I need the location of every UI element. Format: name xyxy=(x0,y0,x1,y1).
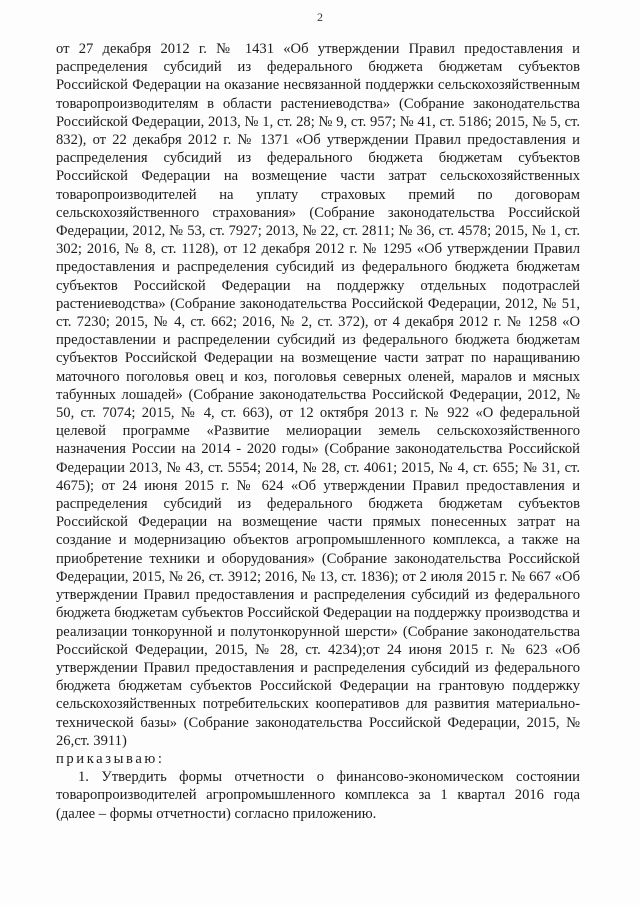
preamble-paragraph: от 27 декабря 2012 г. № 1431 «Об утверждении Правил предоставления и распределения субсидий из федерального бюджета бюджетам субъектов Российской Федерации на оказание несвязанной поддержки сельскохозяйственным товаропроизводителям в области растениеводства» (Собрание законодательства Российской Федерации, 2013, № 1, ст. 28; № 9, ст. 957; № 41, ст. 5186; 2015, № 5, ст. 832), от 22 декабря 2012 г. № 1371 «Об утверждении Правил предоставления и распределения субсидий из федерального бюджета бюджетам субъектов Российской Федерации на возмещение части затрат сельскохозяйственных товаропроизводителей на уплату страховых премий по договорам сельскохозяйственного страхования» (Собрание законодательства Российской Федерации, 2012, № 53, ст. 7927; 2013, № 22, ст. 2811; № 36, ст. 4578; 2015, № 1, ст. 302; 2016, № 8, ст. 1128), от 12 декабря 2012 г. № 1295 «Об утверждении Правил предоставления и распределения субсидий из федерального бюджета бюджетам субъектов Российской Федерации на поддержку отдельных подотраслей растениеводства» (Собрание законодательства Российской Федерации, 2012, № 51, ст. 7230; 2015, № 4, ст. 662; 2016, № 2, ст. 372), от 4 декабря 2012 г. № 1258 «О предоставлении и распределении субсидий из федерального бюджета бюджетам субъектов Российской Федерации на возмещение части затрат по наращиванию маточного поголовья овец и коз, поголовья северных оленей, маралов и мясных табунных лошадей» (Собрание законодательства Российской Федерации, 2012, № 50, ст. 7074; 2015, № 4, ст. 663), от 12 октября 2013 г. № 922 «О федеральной целевой программе «Развитие мелиорации земель сельскохозяйственного назначения России на 2014 - 2020 годы» (Собрание законодательства Российской Федерации 2013, № 43, ст. 5554; 2014, № 28, ст. 4061; 2015, № 4, ст. 655; № 31, ст. 4675); от 24 июня 2015 г. № 624 «Об утверждении Правил предоставления и распределения субсидий из федерального бюджета бюджетам субъектов Российской Федерации на возмещение части прямых понесенных затрат на создание и модернизацию объектов агропромышленного комплекса, а также на приобретение техники и оборудования» (Собрание законодательства Российской Федерации, 2015, № 26, ст. 3912; 2016, № 13, ст. 1836); от 2 июля 2015 г. № 667 «Об утверждении Правил предоставления и распределения субсидий из федерального бюджета бюджетам субъектов Российской Федерации на поддержку производства и реализации тонкорунной и полутонкорунной шерсти» (Собрание законодательства Российской Федерации, 2015, № 28, ст. 4234);от 24 июня 2015 г. № 623 «Об утверждении Правил предоставления и распределения субсидий из федерального бюджета бюджетам субъектов Российской Федерации на грантовую поддержку сельскохозяйственных потребительских кооперативов для развития материально-технической базы» (Собрание законодательства Российской Федерации, 2015, № 26,ст. 3911) xyxy=(56,41,580,749)
order-item-1: 1. Утвердить формы отчетности о финансово-экономическом состоянии товаропроизводителей агропромышленного комплекса за 1 квартал 2016 года (далее – формы отчетности) согласно приложению. xyxy=(56,769,580,822)
page-number: 2 xyxy=(317,10,323,24)
order-word: приказываю: xyxy=(56,750,165,767)
document-body xyxy=(56,40,580,823)
